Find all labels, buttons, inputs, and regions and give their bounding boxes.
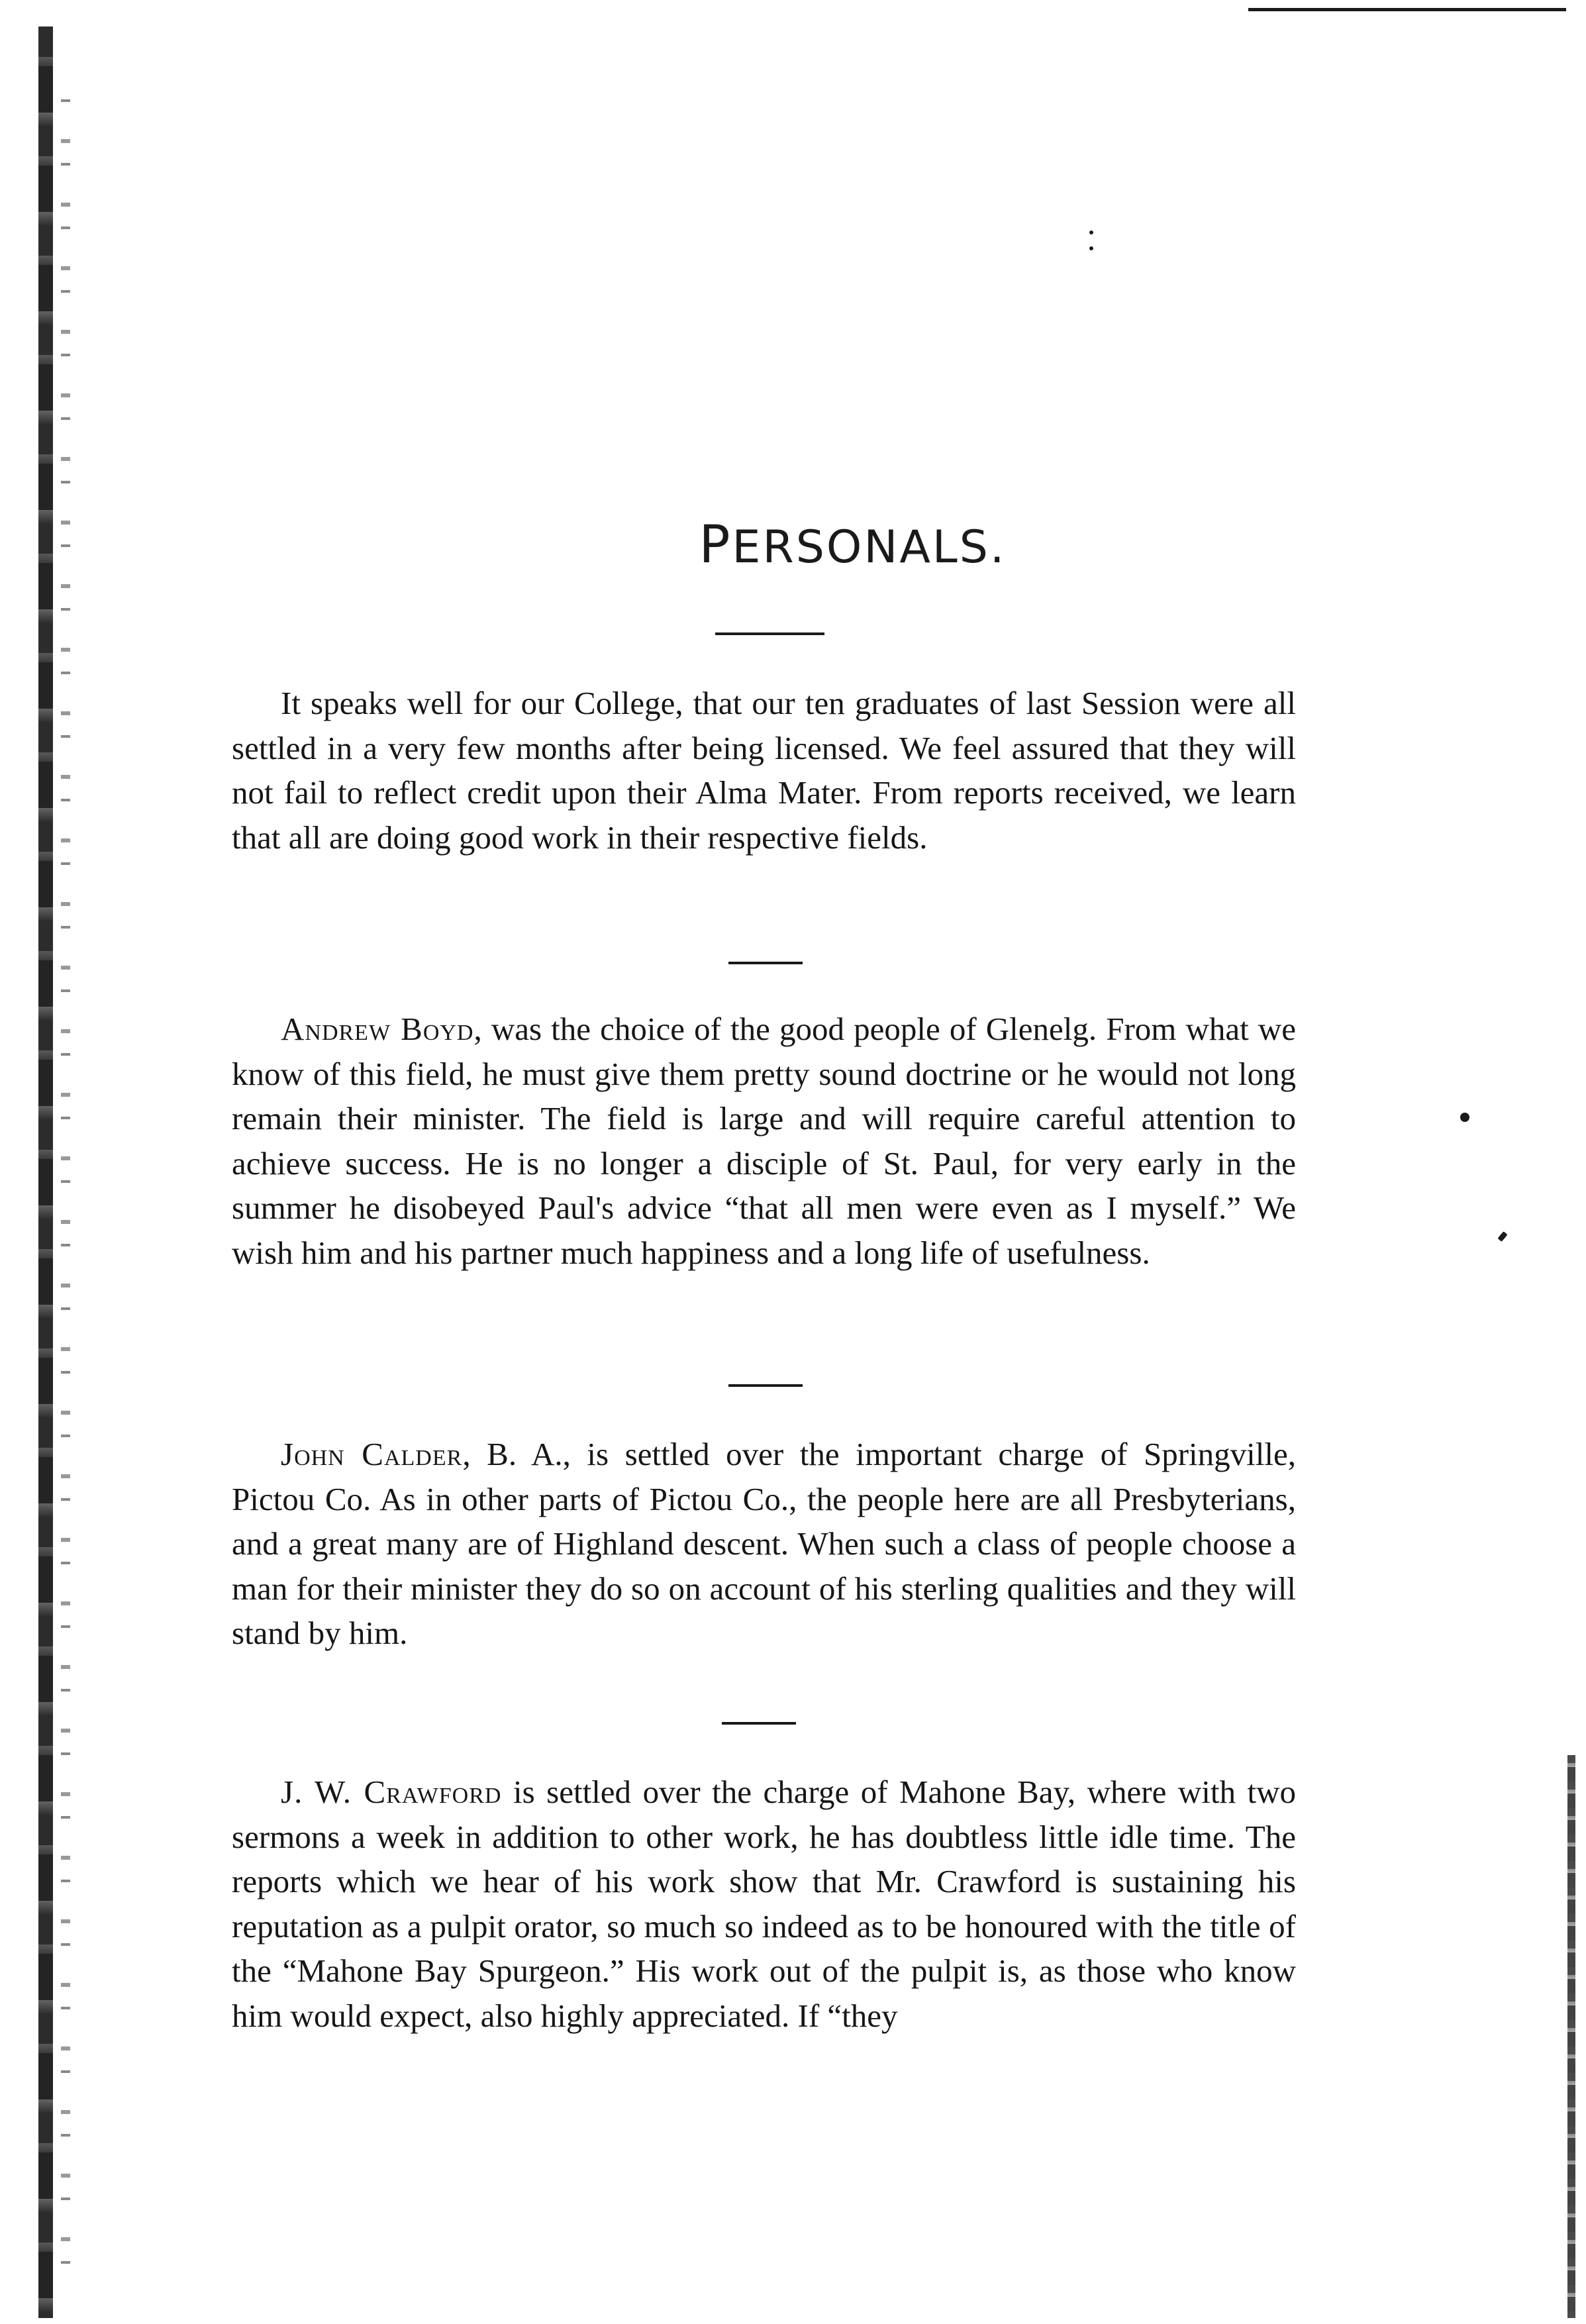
section-rule xyxy=(722,1722,796,1725)
scan-speck xyxy=(1497,1231,1507,1242)
paragraph-text: , B. A., is settled over the important charge of Springville, Pictou Co. As in other parts of Pictou Co., the people here are all Presbyterians, and a great many are of Highland descent. When such a class of people choose a man for their minister they do so on account of his sterling qualities and they will stand by him. xyxy=(232,1436,1296,1651)
scan-speck xyxy=(1089,230,1093,234)
section-rule xyxy=(728,962,803,964)
personal-entry xyxy=(232,1432,1296,1656)
title-rule xyxy=(715,632,824,635)
scan-right-edge xyxy=(1567,1755,1575,2318)
page-binding-edge xyxy=(38,26,53,2318)
page-binding-speckle xyxy=(61,79,70,2265)
scan-top-rule xyxy=(1248,8,1566,11)
person-name: John Calder xyxy=(281,1436,463,1472)
section-rule xyxy=(728,1384,803,1387)
page-title-initial: P xyxy=(699,515,732,575)
personal-entry xyxy=(232,1007,1296,1275)
paragraph-text: , was the choice of the good people of Glenelg. From what we know of this field, he must give them pretty sound doctrine or he would not long remain their minister. The field is large and will require careful attention to achieve success. He is no longer a disciple of St. Paul, for very early in the summer he disobeyed Paul's advice “that all men were even as I myself.” We wish him and his partner much happiness and a long life of usefulness. xyxy=(232,1011,1296,1271)
person-name: J. W. Crawford xyxy=(281,1774,502,1810)
paragraph-text: is settled over the charge of Mahone Bay, where with two sermons a week in addition to other work, he has doubtless little idle time. The reports which we hear of his work show that Mr. Crawford is sustaining his reputation as a pulpit orator, so much so indeed as to be honoured with the title of the “Mahone Bay Spurgeon.” His work out of the pulpit is, as those who know him would expect, also highly appreciated. If “they xyxy=(232,1774,1296,2034)
person-name: Andrew Boyd xyxy=(281,1011,474,1047)
scan-speck xyxy=(1089,246,1093,250)
scan-speck xyxy=(1460,1113,1469,1122)
page-title xyxy=(60,515,1586,575)
personal-entry xyxy=(232,1770,1296,2038)
intro-paragraph xyxy=(232,681,1296,860)
page-title-rest: ERSONALS. xyxy=(732,521,1007,574)
paragraph-text: It speaks well for our College, that our ten graduates of last Session were all settled in a very few months after being licensed. We feel assured that they will not fail to reflect credit upon their Alma Mater. From reports received, we learn that all are doing good work in their respective fields. xyxy=(232,685,1296,856)
